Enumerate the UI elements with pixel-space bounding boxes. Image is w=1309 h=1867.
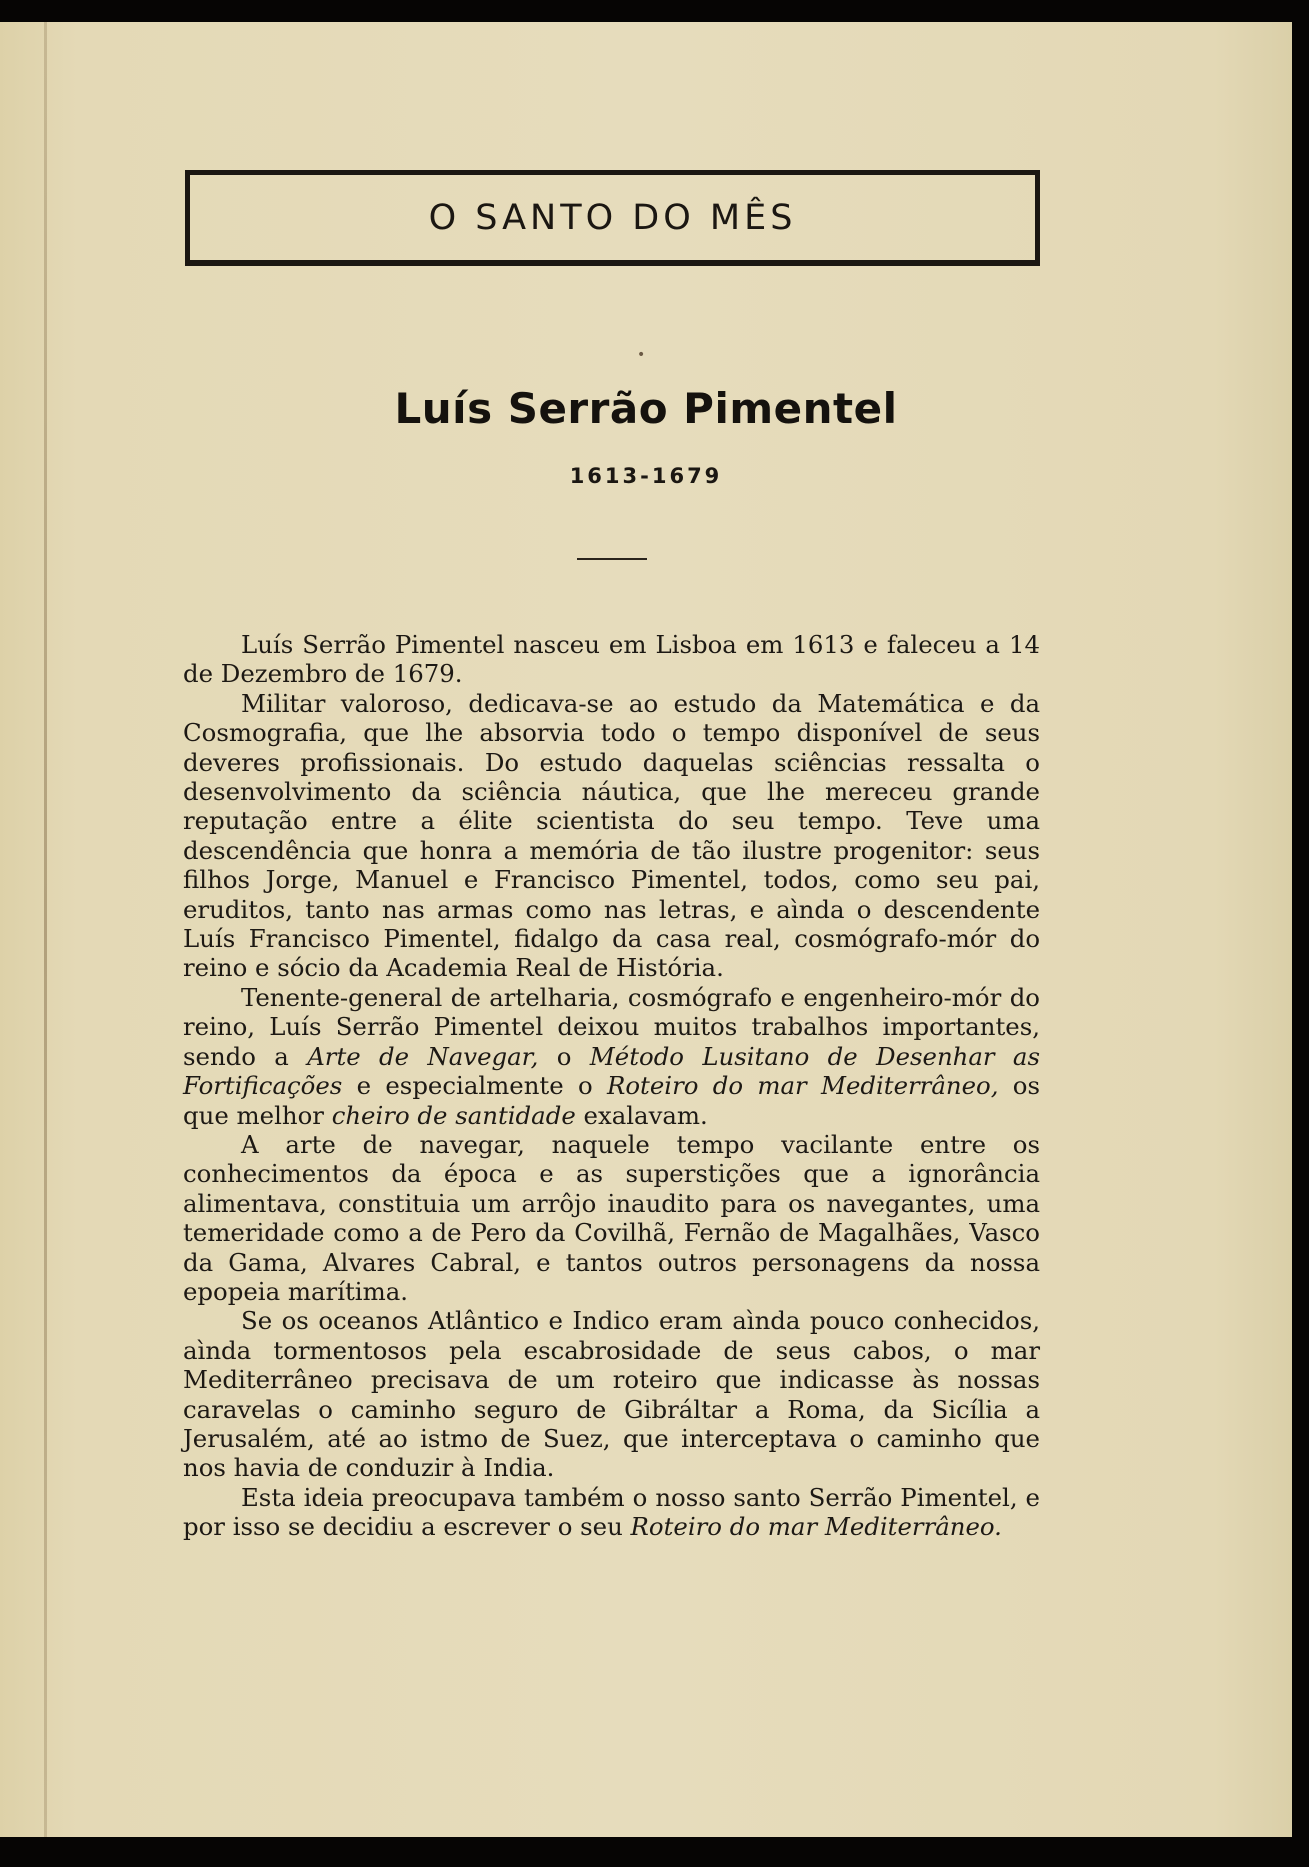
binding-gutter [44, 22, 47, 1837]
title-divider [577, 558, 647, 560]
article-dates: 1613-1679 [569, 464, 723, 488]
italic-title-metodo-lusitano: Método Lusitano de Desenhar as Fortificações [183, 1041, 1040, 1101]
article-body [183, 630, 1040, 1542]
paragraph-5: Se os oceanos Atlântico e Indico eram aìnda pouco conhecidos, aìnda tormentosos pela escabrosidade de seus cabos, o mar Mediterrâneo precisava de um roteiro que indicasse às nossas caravelas o caminho seguro de Gibráltar a Roma, da Sicília a Jerusalém, até ao istmo de Suez, que interceptava o caminho que nos havia de conduzir à India. [183, 1306, 1040, 1483]
italic-title-roteiro-final: Roteiro do mar Mediterrâneo. [630, 1512, 1002, 1542]
page-sheet [0, 22, 1292, 1837]
paragraph-3: Tenente-general de artelharia, cosmógrafo e engenheiro-mór do reino, Luís Serrão Pimentel deixou muitos trabalhos importantes, sendo a Arte de Navegar, o Método Lusitano de Desenhar as Fortificações e especialmente o Roteiro do mar Mediterrâneo, os que melhor cheiro de santidade exalavam. [183, 982, 1040, 1130]
paragraph-6: Esta ideia preocupava também o nosso santo Serrão Pimentel, e por isso se decidiu a escrever o seu Roteiro do mar Mediterrâneo. [183, 1482, 1040, 1542]
article-title: Luís Serrão Pimentel [394, 384, 898, 433]
italic-phrase-cheiro-de-santidade: cheiro de santidade [331, 1100, 576, 1130]
paragraph-1: Luís Serrão Pimentel nasceu em Lisboa em 1613 e faleceu a 14 de Dezembro de 1679. [183, 630, 1040, 689]
italic-title-roteiro: Roteiro do mar Mediterrâneo, [606, 1071, 999, 1101]
section-title-box [185, 170, 1040, 266]
paragraph-4: A arte de navegar, naquele tempo vacilante entre os conhecimentos da época e as superstições que a ignorância alimentava, constituia um arrôjo inaudito para os navegantes, uma temeridade como a de Pero da Covilhã, Fernão de Magalhães, Vasco da Gama, Alvares Cabral, e tantos outros personagens da nossa epopeia marítima. [183, 1129, 1040, 1306]
ornament-mark: • [637, 347, 646, 363]
paragraph-2: Militar valoroso, dedicava-se ao estudo da Matemática e da Cosmografia, que lhe absorvia todo o tempo disponível de seus deveres profissionais. Do estudo daquelas sciências ressalta o desenvolvimento da sciência náutica, que lhe mereceu grande reputação entre a élite scientista do seu tempo. Teve uma descendência que honra a memória de tão ilustre progenitor: seus filhos Jorge, Manuel e Francisco Pimentel, todos, como seu pai, eruditos, tanto nas armas como nas letras, e aìnda o descendente Luís Francisco Pimentel, fidalgo da casa real, cosmógrafo-mór do reino e sócio da Academia Real de História. [183, 688, 1040, 983]
italic-title-arte-de-navegar: Arte de Navegar, [307, 1041, 539, 1071]
section-title: O SANTO DO MÊS [428, 197, 797, 238]
